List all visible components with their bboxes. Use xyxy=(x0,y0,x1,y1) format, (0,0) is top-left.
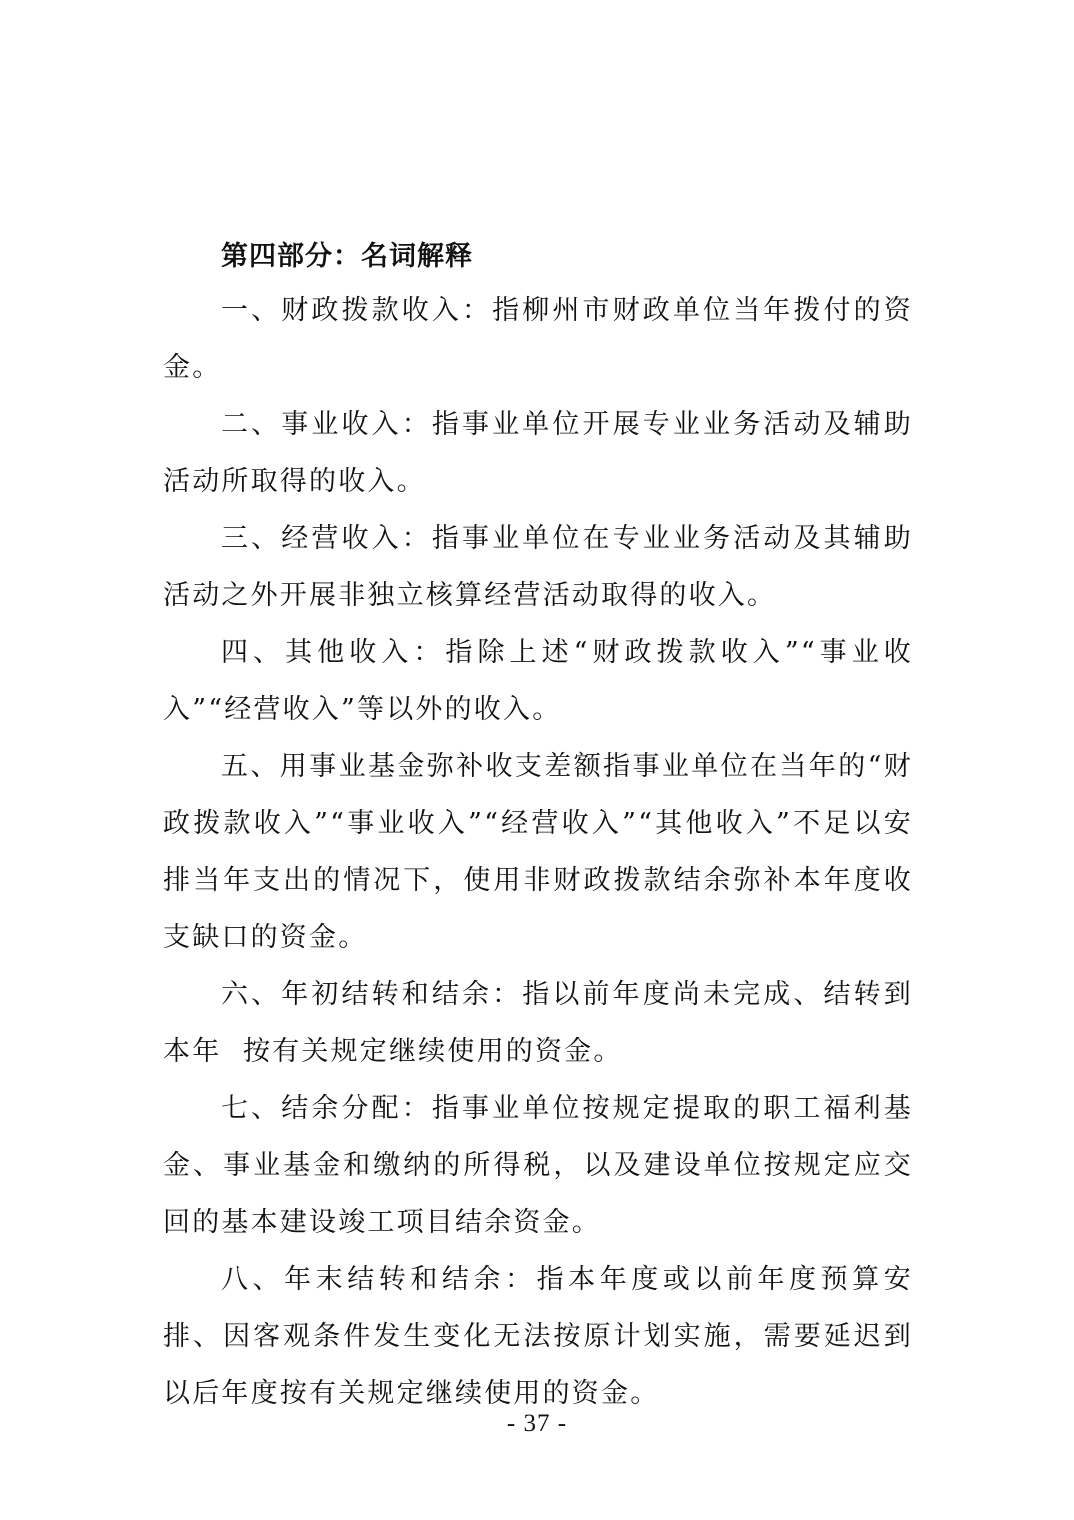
page-content xyxy=(163,232,913,1422)
page-number: - 37 - xyxy=(506,1410,568,1437)
definition-1: 一、财政拨款收入：指柳州市财政单位当年拨付的资金。 xyxy=(163,295,913,383)
definition-8: 八、年末结转和结余：指本年度或以前年度预算安排、因客观条件发生变化无法按原计划实施，需要延迟到以后年度按有关规定继续使用的资金。 xyxy=(163,1264,913,1409)
definition-7: 七、结余分配：指事业单位按规定提取的职工福利基金、事业基金和缴纳的所得税，以及建设单位按规定应交回的基本建设竣工项目结余资金。 xyxy=(163,1093,913,1238)
definition-5: 五、用事业基金弥补收支差额指事业单位在当年的“财政拨款收入”“事业收入”“经营收入”“其他收入”不足以安排当年支出的情况下，使用非财政拨款结余弥补本年度收支缺口的资金。 xyxy=(163,751,913,953)
section-title: 第四部分：名词解释 xyxy=(221,241,473,272)
definition-3: 三、经营收入：指事业单位在专业业务活动及其辅助活动之外开展非独立核算经营活动取得的收入。 xyxy=(163,523,913,611)
definition-2: 二、事业收入：指事业单位开展专业业务活动及辅助活动所取得的收入。 xyxy=(163,409,913,497)
definition-6: 六、年初结转和结余：指以前年度尚未完成、结转到本年 按有关规定继续使用的资金。 xyxy=(163,979,913,1067)
definition-4: 四、其他收入：指除上述“财政拨款收入”“事业收入”“经营收入”等以外的收入。 xyxy=(163,637,913,725)
